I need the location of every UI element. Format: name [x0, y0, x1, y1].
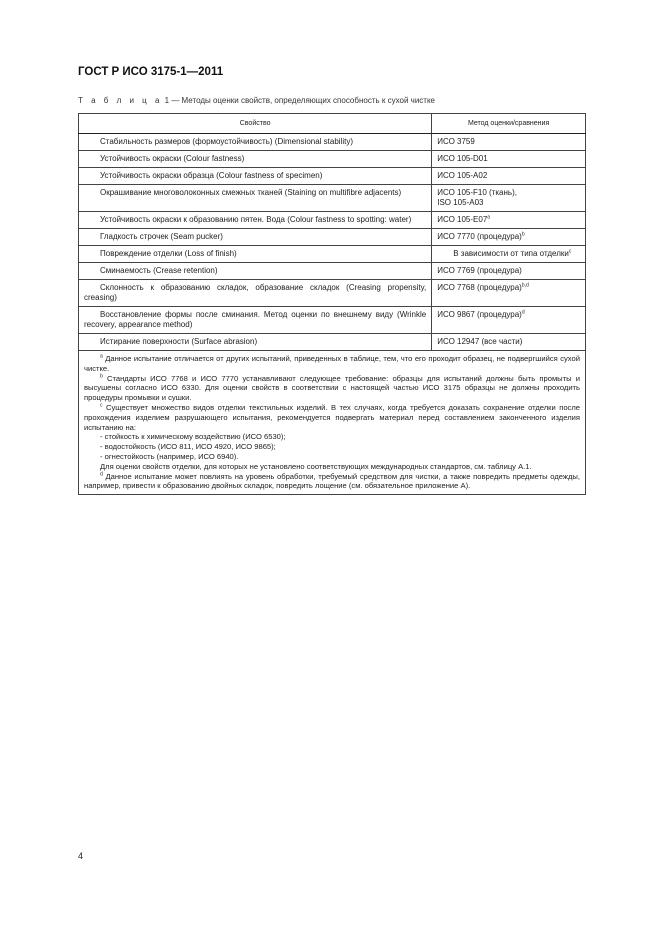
note-mark: b [100, 373, 103, 380]
property-cell: Окрашивание многоволоконных смежных тканей (Staining on multifibre adjacents) [79, 185, 432, 212]
method-text: В зависимости от типа отделки [453, 249, 569, 258]
column-header-property: Свойство [79, 114, 432, 134]
property-cell: Устойчивость окраски (Colour fastness) [79, 151, 432, 168]
property-cell: Истирание поверхности (Surface abrasion) [79, 334, 432, 351]
table-notes [79, 351, 586, 495]
note-text: Стандарты ИСО 7768 и ИСО 7770 устанавливают следующее требование: образцы для испытаний должны быть промыты и высушены согласно ИСО 6330. Для оценки свойств в соответствии с настоящей частью ИСО 3175 образцы не должны проходить процедуры промывки и сушки. [84, 373, 580, 403]
method-text: ИСО 7768 (процедура) [437, 283, 522, 292]
caption-label: Т а б л и ц а [78, 96, 163, 105]
note-c-tail: Для оценки свойств отделки, для которых не установлено соответствующих международных стандартов, см. таблицу А.1. [100, 461, 532, 471]
footnote-ref: d [521, 309, 525, 316]
table-row [79, 212, 586, 229]
property-cell: Устойчивость окраски к образованию пятен. Вода (Colour fastness to spotting: water) [79, 212, 432, 229]
method-cell [432, 212, 586, 229]
table-row [79, 307, 586, 334]
property-cell: Сминаемость (Crease retention) [79, 263, 432, 280]
method-cell [432, 280, 586, 307]
note-c-item: - стойкость к химическому воздействию (ИСО 6530); [100, 432, 286, 442]
method-text: ИСО 9867 (процедура) [437, 310, 522, 319]
note-a [84, 354, 580, 374]
table-notes-row [79, 351, 586, 495]
table-header-row [79, 114, 586, 134]
property-cell: Повреждение отделки (Loss of finish) [79, 246, 432, 263]
method-text: ИСО 105-E07 [437, 215, 488, 224]
footnote-ref: b,d [521, 282, 529, 289]
note-text: Данное испытание отличается от других испытаний, приведенных в таблице, тем, что его проходит образец, не подвергшийся сухой чистке. [84, 354, 580, 373]
method-cell [432, 307, 586, 334]
page-number: 4 [78, 851, 84, 861]
property-cell: Гладкость строчек (Seam pucker) [79, 229, 432, 246]
note-b [84, 374, 580, 403]
column-header-method: Метод оценки/сравнения [432, 114, 586, 134]
method-text: ИСО 3759 [437, 137, 475, 146]
property-cell: Устойчивость окраски образца (Colour fastness of specimen) [79, 168, 432, 185]
method-cell [432, 134, 586, 151]
method-text: ИСО 105-A02 [437, 171, 488, 180]
note-mark: c [100, 402, 103, 409]
note-d [84, 472, 580, 492]
footnote-ref: а [487, 214, 491, 221]
method-cell [432, 229, 586, 246]
note-c [84, 403, 580, 432]
method-cell [432, 263, 586, 280]
caption-text: — Методы оценки свойств, определяющих способность к сухой чистке [169, 96, 435, 105]
method-text: ИСО 12947 (все части) [437, 337, 523, 346]
method-cell [432, 168, 586, 185]
method-text: ИСО 7770 (процедура) [437, 232, 522, 241]
table-row [79, 134, 586, 151]
note-text: Существует множество видов отделки текстильных изделий. В тех случаях, когда требуется доказать сохранение отделки после прохождения изделием разрушающего испытания, рекомендуется подвергать материал перед составлением законченного изделия испытанию на: [84, 402, 580, 432]
methods-table [78, 113, 586, 495]
method-cell [432, 246, 586, 263]
table-row [79, 229, 586, 246]
method-text: ИСО 7769 (процедура) [437, 266, 522, 275]
note-c-item: - огнестойкость (например, ИСО 6940). [100, 451, 239, 461]
note-c-item: - водостойкость (ИСО 811, ИСО 4920, ИСО 9865); [100, 442, 276, 452]
table-row [79, 185, 586, 212]
method-text: ИСО 105-D01 [437, 154, 488, 163]
note-mark: а [100, 353, 103, 360]
caption-number: 1 [164, 96, 170, 105]
note-mark: d [100, 471, 103, 478]
note-text: Данное испытание может повлиять на уровень обработки, требуемый средством для чистки, а также повредить предметы одежды, например, привести к образованию двойных складок, повредить лощение (см. обязательное приложение А). [84, 471, 580, 491]
table-row [79, 246, 586, 263]
table-row [79, 280, 586, 307]
table-row [79, 334, 586, 351]
property-cell: Склонность к образованию складок, образование складок (Creasing propensity, creasing) [79, 280, 432, 307]
method-text-line2: ISO 105-A03 [437, 198, 484, 207]
document-code: ГОСТ Р ИСО 3175-1—2011 [78, 66, 224, 78]
table-row [79, 263, 586, 280]
property-cell: Восстановление формы после сминания. Метод оценки по внешнему виду (Wrinkle recovery, appearance method) [79, 307, 432, 334]
method-text: ИСО 105-F10 (ткань), [437, 188, 517, 197]
footnote-ref: c [568, 248, 572, 255]
table-caption [78, 96, 435, 105]
method-cell [432, 185, 586, 212]
method-cell [432, 151, 586, 168]
table-row [79, 151, 586, 168]
property-cell: Стабильность размеров (формоустойчивость) (Dimensional stability) [79, 134, 432, 151]
method-cell [432, 334, 586, 351]
footnote-ref: b [521, 231, 525, 238]
table-row [79, 168, 586, 185]
